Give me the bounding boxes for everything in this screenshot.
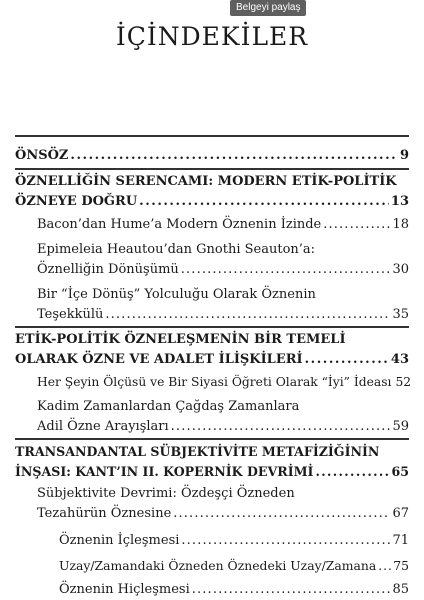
toc-entry [15,556,409,576]
dot-leader [139,192,389,212]
dot-leader [181,260,391,280]
toc-entry [15,172,409,212]
toc-page-number: 9 [399,148,409,163]
toc-entry [15,240,409,280]
toc-page-number: 85 [392,582,409,597]
toc-entry-title: Öznenin İçleşmesi [59,533,180,548]
toc-entry-title-cont: ÖZNEYE DOĞRU [15,194,138,209]
divider [15,326,409,328]
dot-leader [173,504,390,524]
toc-entry-title-cont: Teşekkülü [37,307,104,322]
toc-entry-title: Bir “İçe Dönüş” Yolculuğu Olarak Öznenin [37,287,316,302]
toc-entry-title-cont: OLARAK ÖZNE VE ADALET İLİŞKİLERİ [15,352,303,367]
toc-entry [15,442,409,482]
toc-page-number: 65 [391,464,409,479]
dot-leader [70,146,398,166]
toc-page-number: 71 [392,533,409,548]
toc-entry-title-cont: Öznelliğin Dönüşümü [37,262,179,277]
toc-entry-title: Öznenin Hiçleşmesi [59,582,190,597]
toc-entry [15,330,409,370]
toc-entry [15,531,409,551]
toc-entry [15,215,409,235]
toc-page-number: 13 [390,194,409,209]
toc-entry-title: Kadim Zamanlardan Çağdaş Zamanlara [37,399,300,414]
toc-entry-title: Bacon’dan Hume’a Modern Öznenin İzinde [37,217,322,232]
dot-leader [378,556,391,576]
toc-entry-title: ÖZNELLİĞİN SERENCAMI: MODERN ETİK-POLİTİK [15,174,397,189]
toc-entry [15,285,409,325]
toc-page-number: 75 [393,558,409,573]
divider [15,135,409,137]
dot-leader [315,462,389,482]
toc-entry-title: TRANSANDANTAL SÜBJEKTİVİTE METAFİZİĞİNİN [15,444,380,459]
toc-page-number: 18 [392,217,409,232]
dot-leader [305,350,389,370]
toc-entry [15,484,409,524]
toc-page-number: 30 [392,262,409,277]
toc-entry-title: Uzay/Zamandaki Özneden Öznedeki Uzay/Zamana [59,558,377,573]
toc-entry-title: ÖNSÖZ [15,148,69,163]
toc-page-number: 67 [392,506,409,521]
toc-entry-title: Epimeleia Heautou’dan Gnothi Seauton’a: [37,242,316,257]
share-tooltip: Belgeyi paylaş [230,0,306,16]
page-title: İÇİNDEKİLER [115,22,309,51]
divider [15,168,409,170]
dot-leader [192,580,391,600]
toc-entry-title: Sübjektivite Devrimi: Özdeşçi Özneden [37,486,295,501]
dot-leader [181,531,390,551]
toc-entry [15,580,409,600]
toc-entry-title: Her Şeyin Ölçüsü ve Bir Siyasi Öğreti Olarak “İyi” İdeası [37,375,392,389]
toc-entry [15,397,409,437]
dot-leader [105,305,390,325]
dot-leader [171,417,391,437]
toc-page-number: 52 [395,375,412,389]
toc-entry [15,146,409,166]
toc-entry-title-cont: İNŞASI: KANT’IN II. KOPERNİK DEVRİMİ [15,464,314,479]
toc-page-number: 59 [392,419,409,434]
toc-entry-title-cont: Adil Özne Arayışları [37,419,169,434]
toc-page-number: 43 [390,352,409,367]
toc-entry [15,372,412,392]
divider [15,438,409,440]
toc-entry-title: ETİK-POLİTİK ÖZNELEŞMENİN BİR TEMELİ [15,332,346,347]
dot-leader [323,215,390,235]
toc-page-number: 35 [392,307,409,322]
toc-entry-title-cont: Tezahürün Öznesine [37,506,172,521]
